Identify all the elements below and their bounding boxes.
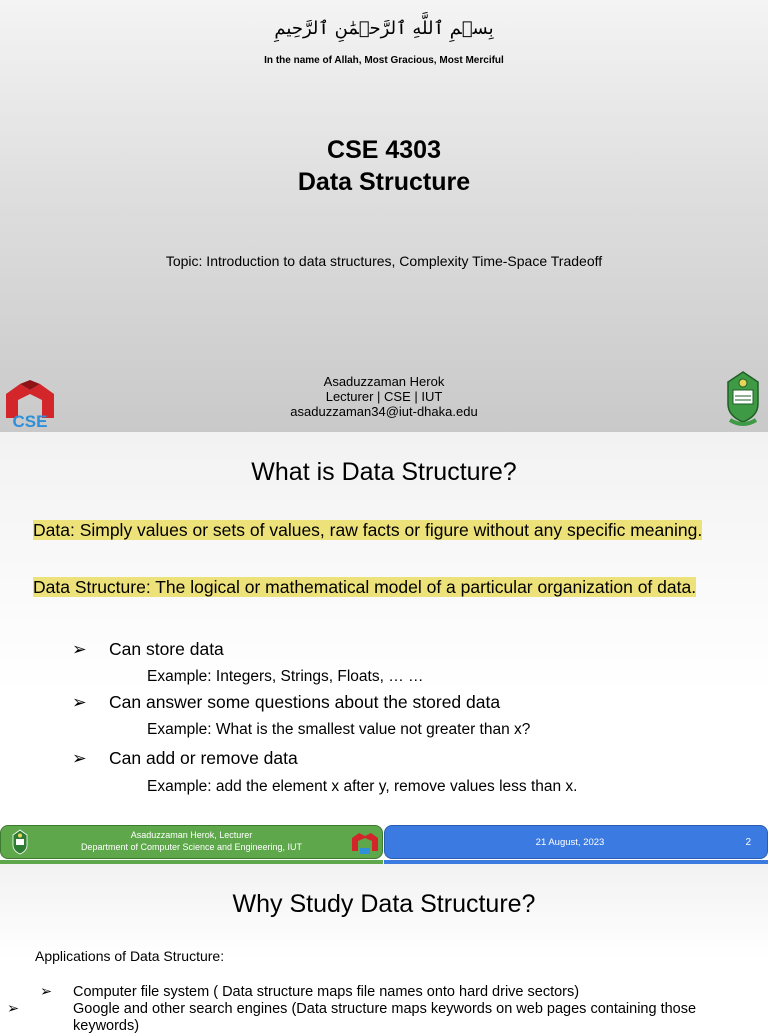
definition-slide (0, 432, 768, 864)
footer-department: Department of Computer Science and Engineering, IUT (80, 842, 303, 852)
bullet-item (72, 692, 500, 713)
list-item-text: Computer file system ( Data structure maps file names onto hard drive sectors) (73, 984, 580, 1000)
bullet-item (72, 748, 298, 769)
slide-title: What is Data Structure? (251, 458, 517, 486)
arrow-bullet-icon: ➢ (7, 1001, 20, 1017)
bullet-example: Example: What is the smallest value not greater than x? (147, 721, 531, 738)
bullet-text: Can answer some questions about the stored data (109, 692, 501, 712)
course-code: CSE 4303 (327, 136, 441, 164)
definition-data (33, 519, 733, 541)
definition-ds-text: Data Structure: The logical or mathematical model of a particular organization of data. (33, 577, 697, 597)
bullet-item (72, 639, 224, 660)
list-item-text: Google and other search engines (Data structure maps keywords on web pages containing those keywords) (73, 1001, 697, 1034)
footer-date-bar (384, 825, 768, 859)
definition-data-structure (33, 576, 733, 598)
title-slide (0, 0, 768, 432)
bullet-text: Can store data (109, 639, 224, 659)
author-role: Lecturer | CSE | IUT (325, 389, 443, 404)
applications-label: Applications of Data Structure: (35, 948, 225, 964)
bullet-example: Example: Integers, Strings, Floats, … … (147, 668, 424, 685)
arrow-bullet-icon: ➢ (72, 639, 87, 659)
arrow-bullet-icon: ➢ (40, 984, 53, 1000)
arrow-bullet-icon: ➢ (72, 692, 87, 712)
definition-data-text: Data: Simply values or sets of values, raw facts or figure without any specific meaning. (33, 520, 703, 540)
cse-logo-icon (4, 380, 56, 431)
slide-title: Why Study Data Structure? (232, 890, 536, 918)
bismillah-arabic: بِسۡمِ ٱللَّهِ ٱلرَّحۡمَٰنِ ٱلرَّحِيمِ (274, 18, 494, 39)
arrow-bullet-icon: ➢ (72, 748, 87, 768)
page-number: 2 (745, 837, 751, 848)
iut-emblem-icon (11, 829, 29, 856)
author-email: asaduzzaman34@iut-dhaka.edu (290, 404, 478, 419)
applications-slide (0, 864, 768, 1034)
bullet-example: Example: add the element x after y, remove values less than x. (147, 778, 578, 795)
bismillah-english: In the name of Allah, Most Gracious, Most Merciful (264, 55, 504, 66)
author-block (0, 374, 768, 419)
footer-author: Asaduzzaman Herok, Lecturer (130, 830, 253, 840)
list-item (7, 1001, 740, 1035)
footer-date: 21 August, 2023 (535, 837, 605, 848)
bullet-text: Can add or remove data (109, 748, 298, 768)
footer-author-text (41, 829, 342, 853)
cse-logo-text: CSE (12, 412, 48, 431)
cse-logo-icon (351, 831, 379, 855)
course-name: Data Structure (297, 168, 471, 196)
list-item (40, 984, 740, 1001)
iut-emblem-icon (724, 370, 762, 426)
topic-line: Topic: Introduction to data structures, Complexity Time-Space Tradeoff (165, 253, 603, 269)
footer-author-bar (0, 825, 383, 859)
author-name: Asaduzzaman Herok (323, 374, 445, 389)
